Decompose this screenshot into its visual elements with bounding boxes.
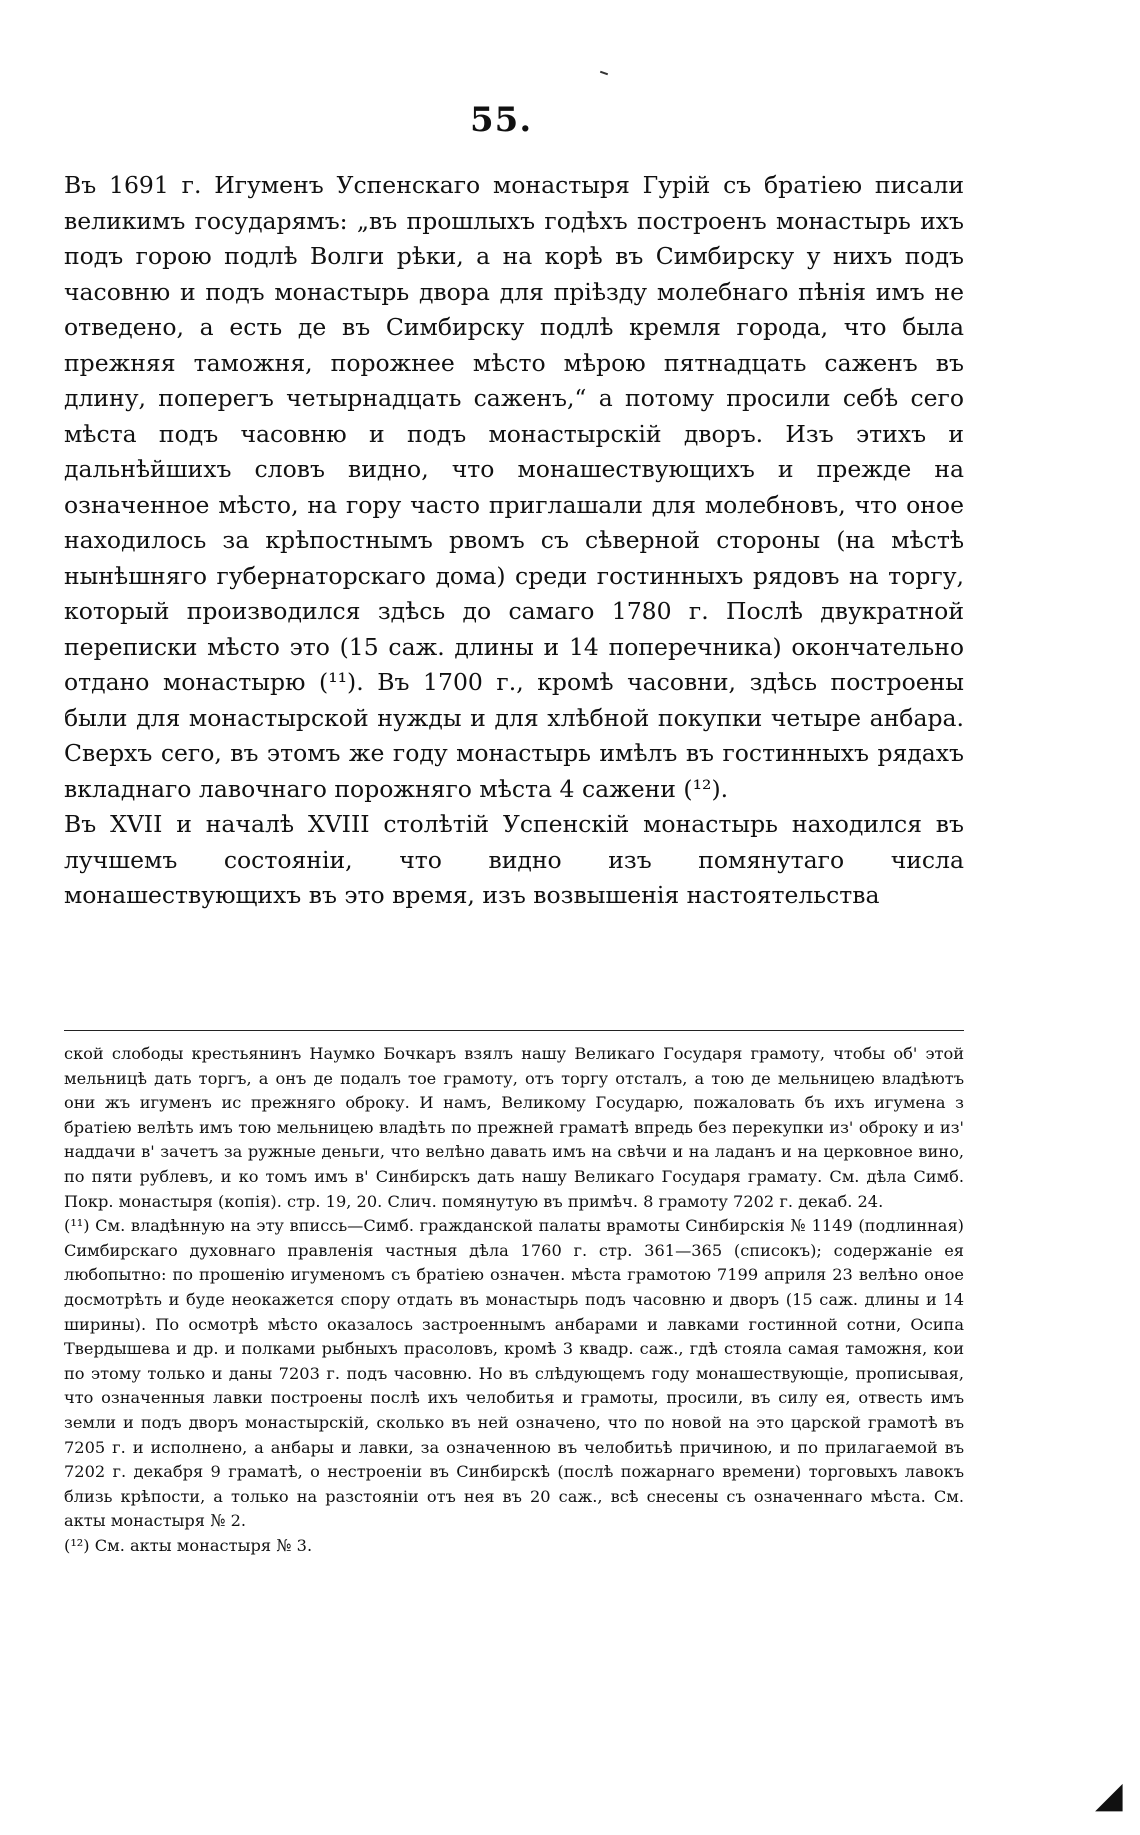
footnotes (64, 1042, 964, 1558)
paragraph-2: Въ XVII и началѣ XVIII столѣтій Успенскій монастырь находился въ лучшемъ состояніи, что видно изъ помянутаго числа монашествующихъ въ это время, изъ возвышенія настоятельства (64, 810, 964, 909)
footnote-divider (64, 1030, 964, 1031)
footnote-continuation: ской слободы крестьянинъ Наумко Бочкаръ взялъ нашу Великаго Государя грамоту, чтобы об' этой мельницѣ дать торгъ, а онъ де подалъ тое грамоту, отъ торгу отсталъ, а тою де мельницею владѣютъ они жъ игуменъ ис прежняго оброку. И намъ, Великому Государю, пожаловать бъ ихъ игумена з братіею велѣть имъ тою мельницею владѣть по прежней граматѣ впредь без перекупки из' оброку и из' наддачи в' зачетъ за ружные деньги, что велѣно давать имъ на свѣчи и на ладанъ и на церковное вино, по пяти рублевъ, и ко томъ имъ в' Синбирскъ дать нашу Великаго Государя грамату. См. дѣла Симб. Покр. монастыря (копія). стр. 19, 20. Слич. помянутую въ примѣч. 8 грамоту 7202 г. декаб. 24. (64, 1044, 964, 1211)
corner-mark-icon: ◢ (1095, 1775, 1123, 1816)
page-number: 55. (470, 100, 533, 140)
footnote-12: (¹²) См. акты монастыря № 3. (64, 1535, 313, 1555)
main-text (64, 168, 964, 914)
print-speck (600, 71, 608, 76)
footnote-11: (¹¹) См. владѣнную на эту вписсь—Симб. гражданской палаты врамоты Синбирскія № 1149 (подлинная) Симбирскаго духовнаго правленія частныя дѣла 1760 г. стр. 361—365 (списокъ); содержаніе ея любопытно: по прошенію игуменомъ съ братіею означен. мѣста грамотою 7199 априля 23 велѣно оное досмотрѣть и буде неокажется спору отдать въ монастырь подъ часовню и дворъ (15 саж. длины и 14 ширины). По осмотрѣ мѣсто оказалось застроеннымъ анбарами и лавками гостинной сотни, Осипа Твердышева и др. и полками рыбныхъ прасоловъ, кромѣ 3 квадр. саж., гдѣ стояла самая таможня, кои по этому только и даны 7203 г. подъ часовню. Но въ слѣдующемъ году монашествующіе, прописывая, что означенныя лавки построены послѣ ихъ челобитья и грамоты, просили, въ силу ея, отвесть имъ земли и подъ дворъ монастырскій, сколько въ ней означено, что по новой на это царской грамотѣ въ 7205 г. и исполнено, а анбары и лавки, за означенною въ челобитьѣ причиною, и по прилагаемой въ 7202 г. декабря 9 граматѣ, о нестроеніи въ Синбирскѣ (послѣ пожарнаго времени) торговыхъ лавокъ близь крѣпости, а только на разстояніи отъ нея въ 20 саж., всѣ снесены съ означеннаго мѣста. См. акты монастыря № 2. (64, 1216, 964, 1531)
paragraph-1: Въ 1691 г. Игуменъ Успенскаго монастыря Гурій съ братіею писали великимъ государямъ: „въ прошлыхъ годѣхъ построенъ монастырь ихъ подъ горою подлѣ Волги рѣки, а на корѣ въ Симбирску у нихъ подъ часовню и подъ монастырь двора для пріѣзду молебнаго пѣнія имъ не отведено, а есть де въ Симбирску подлѣ кремля города, что была прежняя таможня, порожнее мѣсто мѣрою пятнадцать саженъ въ длину, поперегъ четырнадцать саженъ,“ а потому просили себѣ сего мѣста подъ часовню и подъ монастырскій дворъ. Изъ этихъ и дальнѣйшихъ словъ видно, что монашествующихъ и прежде на означенное мѣсто, на гору часто приглашали для молебновъ, что оное находилось за крѣпостнымъ рвомъ съ сѣверной стороны (на мѣстѣ нынѣшняго губернаторскаго дома) среди гостинныхъ рядовъ на торгу, который производился здѣсь до самаго 1780 г. Послѣ двукратной переписки мѣсто это (15 саж. длины и 14 поперечника) окончательно отдано монастырю (¹¹). Въ 1700 г., кромѣ часовни, здѣсь построены были для монастырской нужды и для хлѣбной покупки четыре анбара. Сверхъ сего, въ этомъ же году монастырь имѣлъ въ гостинныхъ рядахъ вкладнаго лавочнаго порожняго мѣста 4 сажени (¹²). (64, 171, 964, 803)
